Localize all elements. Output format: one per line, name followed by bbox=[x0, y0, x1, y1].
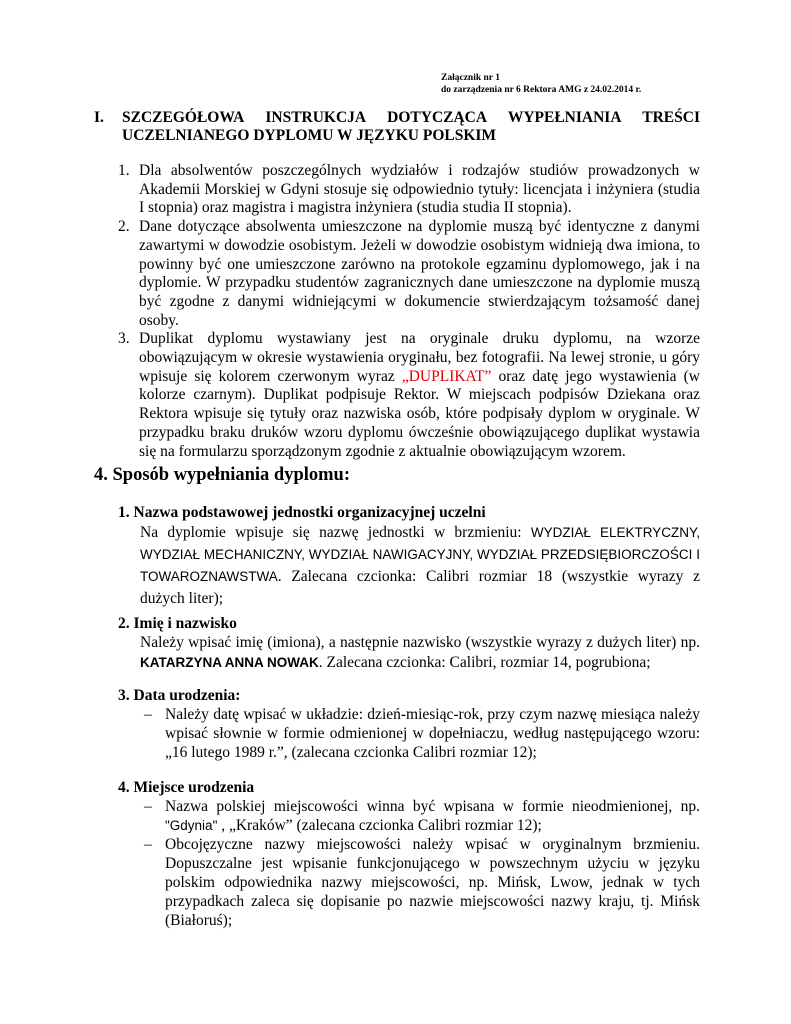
list-item-text-continued: oraz datę jego wystawienia (w kolorze czarnym). Duplikat podpisuje Rektor. W miejscach podpisów Dziekana oraz Rektora wpisuje się tytuły oraz nazwiska osób, które podpisały dyplom w oryginale. W przypadku braku druków wzoru dyplomu ówcześnie obowiązującego duplikat wystawia się na formularzu sporządzonym zgodnie z aktualnie obowiązującym wzorem. bbox=[139, 367, 700, 460]
body-text: Należy wpisać imię (imiona), a następnie nazwisko (wszystkie wyrazy z dużych liter) np. bbox=[140, 634, 700, 651]
name-example: KATARZYNA ANNA NOWAK bbox=[140, 655, 319, 670]
dash-item-text: Obcojęzyczne nazwy miejscowości należy wpisać w oryginalnym brzmieniu. Dopuszczalne jest wpisanie funkcjonującego w powszechnym użyciu w języku polskim odpowiednika nazwy miejscowości, np. Mińsk, Lwow, jednak w tych przypadkach zaleca się dopisanie po nazwie miejscowości nazwy kraju, tj. Mińsk (Białoruś); bbox=[165, 836, 700, 929]
list-item-text: Duplikat dyplomu wystawiany jest na oryginale druku dyplomu, na wzorze obowiązującym w okresie wystawienia oryginału, bez fotografii. Na lewej stronie, u góry wpisuje się kolorem czerwonym wyraz bbox=[139, 330, 700, 385]
list-item-number: 2. bbox=[118, 218, 130, 236]
ordinance-reference: do zarządzenia nr 6 Rektora AMG z 24.02.2014 r. bbox=[441, 85, 642, 95]
dash-item-text: Nazwa polskiej miejscowości winna być wpisana w formie nieodmienionej, np. bbox=[165, 798, 700, 815]
subsection-birth-date bbox=[118, 686, 700, 762]
body-text-continued: . Zalecana czcionka: Calibri, rozmiar 14, pogrubiona; bbox=[318, 654, 651, 671]
dash-item bbox=[140, 705, 700, 762]
subsection-unit-name bbox=[118, 503, 700, 610]
body-text-continued: . Zalecana czcionka: Calibri rozmiar 18 (wszystkie wyrazy z dużych liter); bbox=[140, 568, 700, 607]
subsection-birth-place bbox=[118, 778, 700, 930]
faculty-names: WYDZIAŁ ELEKTRYCZNY, WYDZIAŁ MECHANICZNY, WYDZIAŁ NAWIGACYJNY, WYDZIAŁ PRZEDSIĘBIORCZOŚCI I TOWAROZNAWSTWA bbox=[140, 525, 700, 584]
attachment-label: Załącznik nr 1 bbox=[441, 73, 500, 83]
list-item bbox=[118, 330, 700, 461]
subsection-title: 1. Nazwa podstawowej jednostki organizacyjnej uczelni bbox=[118, 504, 486, 521]
section-1-title: SZCZEGÓŁOWA INSTRUKCJA DOTYCZĄCA WYPEŁNIANIA TREŚCI UCZELNIANEGO DYPLOMU W JĘZYKU POLSKIM bbox=[122, 109, 700, 144]
duplicate-red-word: „DUPLIKAT” bbox=[401, 367, 492, 385]
subsection-name bbox=[118, 614, 700, 673]
dash-item-text: Należy datę wpisać w układzie: dzień-miesiąc-rok, przy czym nazwę miesiąca należy wpisać słownie w formie odmienionej w dopełniaczu, według następującego wzoru: „16 lutego 1989 r.”, (zalecana czcionka Calibri rozmiar 12); bbox=[165, 706, 700, 761]
section-1-heading bbox=[94, 109, 700, 145]
subsection-body bbox=[118, 633, 700, 673]
list-item bbox=[118, 218, 700, 330]
subsection-body bbox=[118, 522, 700, 610]
attachment-header bbox=[441, 72, 641, 96]
city-example: "Gdynia" bbox=[165, 818, 218, 833]
dash-item-text-continued: , „Kraków” (zalecana czcionka Calibri rozmiar 12); bbox=[217, 817, 542, 834]
list-item-text: Dane dotyczące absolwenta umieszczone na dyplomie muszą być identyczne z danymi zawartymi w dowodzie osobistym. Jeżeli w dowodzie osobistym widnieją dwa imiona, to powinny być one umieszczone zarówno na protokole egzaminu dyplomowego, jak i na dyplomie. W przypadku studentów zagranicznych dane umieszczone na dyplomie muszą być zgodne z danymi widniejącymi w dokumencie stwierdzającym tożsamość danej osoby. bbox=[139, 218, 700, 329]
dash-item bbox=[140, 797, 700, 835]
subsection-title: 4. Miejsce urodzenia bbox=[118, 779, 255, 796]
section-1-number: I. bbox=[94, 109, 104, 126]
dash-bullet: – bbox=[144, 836, 152, 853]
list-item-number: 3. bbox=[118, 330, 130, 348]
dash-item bbox=[140, 835, 700, 930]
dash-bullet: – bbox=[144, 706, 152, 723]
section-4-heading: 4. Sposób wypełniania dyplomu: bbox=[94, 465, 351, 485]
dash-bullet: – bbox=[144, 798, 152, 815]
list-item bbox=[118, 162, 700, 218]
list-item-text: Dla absolwentów poszczególnych wydziałów i rodzajów studiów prowadzonych w Akademii Morskiej w Gdyni stosuje się odpowiednio tytuły: licencjata i inżyniera (studia I stopnia) oraz magistra i magistra inżyniera (studia studia II stopnia). bbox=[139, 162, 700, 217]
section-1-list bbox=[118, 162, 700, 461]
body-text: Na dyplomie wpisuje się nazwę jednostki w brzmieniu: bbox=[140, 524, 531, 541]
list-item-number: 1. bbox=[118, 162, 130, 179]
subsection-title: 2. Imię i nazwisko bbox=[118, 615, 237, 632]
subsection-title: 3. Data urodzenia: bbox=[118, 687, 241, 704]
